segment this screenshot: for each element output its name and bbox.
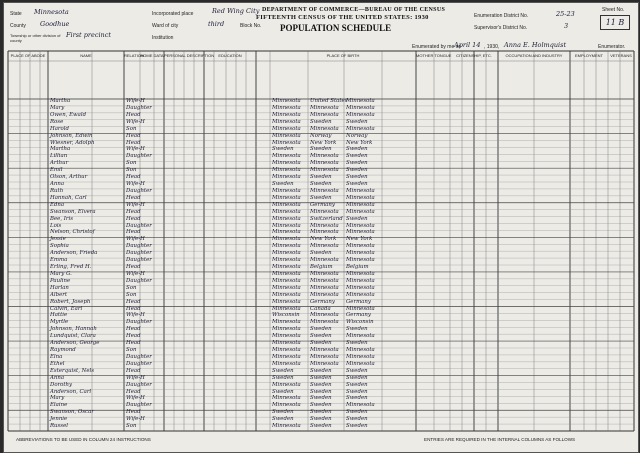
row-father-birthplace: Minnesota [310, 104, 339, 111]
row-birthplace: Minnesota [272, 319, 301, 326]
row-mother-birthplace: Minnesota [346, 229, 375, 236]
row-mother-birthplace: New York [346, 139, 373, 146]
row-mother-birthplace: Sweden [346, 423, 368, 430]
row-name: Lundquist, Clara [50, 333, 96, 340]
enumerated-label: Enumerated by me on [412, 44, 462, 50]
footer-abbreviations: ABBREVIATIONS TO BE USED IN COLUMN 24 INSTRUCTIONS [16, 437, 151, 442]
row-mother-birthplace: Sweden [346, 146, 368, 153]
column-group-header: PLACE OF BIRTH [326, 53, 360, 58]
row-mother-birthplace: Sweden [346, 395, 368, 402]
row-birthplace: Minnesota [272, 340, 301, 347]
row-relation: Wife-H [126, 118, 145, 125]
column-group-header: EDUCATION [218, 53, 242, 58]
row-birthplace: Minnesota [272, 208, 301, 215]
row-mother-birthplace: Sweden [346, 381, 368, 388]
footer-instructions: ENTRIES ARE REQUIRED IN THE INTERNAL COLUMNS AS FOLLOWS [424, 437, 576, 442]
row-relation: Son [126, 160, 137, 167]
row-birthplace: Minnesota [272, 98, 301, 104]
enumeration-district-label: Enumeration District No. [474, 13, 529, 19]
county-value: Goodhue [40, 20, 70, 28]
row-relation: Daughter [126, 257, 152, 264]
row-birthplace: Sweden [272, 388, 294, 395]
schedule-title: POPULATION SCHEDULE [280, 23, 392, 33]
row-name: Mary [50, 104, 65, 111]
row-birthplace: Minnesota [272, 347, 301, 353]
column-group-header: CITIZENSHIP, ETC. [456, 53, 492, 58]
sheet-number-label: Sheet No. [602, 7, 625, 13]
row-birthplace: Minnesota [272, 402, 301, 409]
row-mother-birthplace: Minnesota [346, 201, 375, 208]
row-name: Ruth [50, 187, 64, 194]
row-mother-birthplace: Minnesota [346, 243, 375, 250]
row-relation: Head [126, 298, 141, 305]
row-name: Edna [50, 201, 65, 208]
row-relation: Head [126, 215, 141, 222]
row-relation: Daughter [126, 250, 152, 257]
row-name: Johnson, Edwin [50, 132, 93, 139]
row-father-birthplace: Sweden [310, 118, 332, 125]
row-mother-birthplace: Minnesota [346, 353, 375, 360]
row-mother-birthplace: Minnesota [346, 250, 375, 257]
year-suffix: , 1930, [484, 44, 500, 50]
row-father-birthplace: Norway [310, 132, 332, 139]
row-birthplace: Minnesota [272, 118, 301, 125]
row-birthplace: Minnesota [272, 125, 301, 132]
enumerator-name: Anna E. Holmquist [504, 41, 567, 49]
row-relation: Wife-H [126, 98, 145, 104]
row-birthplace: Minnesota [272, 201, 301, 208]
row-father-birthplace: Sweden [310, 326, 332, 333]
row-mother-birthplace: Minnesota [346, 208, 375, 215]
block-label: Block No. [240, 23, 262, 29]
row-father-birthplace: New York [310, 139, 337, 146]
row-relation: Daughter [126, 402, 152, 409]
ward-value: third [208, 20, 225, 28]
row-mother-birthplace: Sweden [346, 181, 368, 187]
row-mother-birthplace: Sweden [346, 367, 368, 374]
column-group-header: HOME DATA [140, 53, 164, 58]
row-father-birthplace: Sweden [310, 423, 332, 430]
enumeration-district-value: 25-23 [556, 10, 575, 18]
row-relation: Wife-H [126, 236, 145, 243]
row-birthplace: Wisconsin [272, 312, 300, 319]
row-relation: Daughter [126, 353, 152, 360]
institution-label: Institution [152, 35, 174, 41]
row-birthplace: Minnesota [272, 160, 301, 167]
enumerator-label: Enumerator. [598, 44, 626, 50]
row-mother-birthplace: New York [346, 236, 373, 243]
row-name: Russel [50, 423, 68, 430]
row-mother-birthplace: Minnesota [346, 187, 375, 194]
row-relation: Wife-H [126, 374, 145, 381]
row-relation: Wife-H [126, 312, 145, 319]
row-mother-birthplace: Norway [346, 132, 368, 139]
row-father-birthplace: United States [310, 98, 348, 104]
row-name: Anderson, Frieda [50, 250, 98, 257]
row-relation: Head [126, 367, 141, 374]
enumerated-date: April 14 [454, 41, 481, 49]
department-heading: DEPARTMENT OF COMMERCE—BUREAU OF THE CENSUS [262, 7, 446, 13]
row-name: Owen, Ewald [50, 111, 87, 118]
row-father-birthplace: Minnesota [310, 243, 339, 250]
row-mother-birthplace: Sweden [346, 416, 368, 423]
row-name: Bee, Iris [50, 215, 73, 222]
row-mother-birthplace: Minnesota [346, 270, 375, 277]
row-mother-birthplace: Minnesota [346, 194, 375, 201]
row-relation: Son [126, 291, 137, 298]
row-birthplace: Minnesota [272, 153, 301, 160]
row-father-birthplace: Sweden [310, 146, 332, 153]
row-mother-birthplace: Germany [346, 298, 371, 305]
row-relation: Daughter [126, 104, 152, 111]
row-father-birthplace: Minnesota [310, 125, 339, 132]
row-relation: Head [126, 229, 141, 236]
row-father-birthplace: Minnesota [310, 153, 339, 160]
row-relation: Head [126, 264, 141, 270]
row-father-birthplace: Sweden [310, 174, 332, 181]
row-name: Martha [50, 98, 71, 104]
row-father-birthplace: Sweden [310, 381, 332, 388]
row-relation: Head [126, 333, 141, 340]
row-name: Swanson, Oscar [50, 409, 94, 416]
row-name: Hannah, Carl [50, 194, 87, 201]
row-birthplace: Minnesota [272, 187, 301, 194]
row-birthplace: Minnesota [272, 222, 301, 229]
row-relation: Son [126, 423, 137, 430]
row-mother-birthplace: Minnesota [346, 125, 375, 132]
row-birthplace: Minnesota [272, 277, 301, 284]
row-relation: Head [126, 388, 141, 395]
row-name: Olson, Arthur [50, 174, 88, 181]
row-relation: Daughter [126, 319, 152, 326]
row-relation: Head [126, 326, 141, 333]
row-relation: Head [126, 132, 141, 139]
row-relation: Head [126, 409, 141, 416]
row-birthplace: Minnesota [272, 270, 301, 277]
row-mother-birthplace: Sweden [346, 167, 368, 174]
column-group-header: OCCUPATION AND INDUSTRY [505, 53, 563, 58]
row-mother-birthplace: Sweden [346, 215, 368, 222]
row-father-birthplace: Sweden [310, 409, 332, 416]
census-title: FIFTEENTH CENSUS OF THE UNITED STATES: 1930 [256, 14, 429, 21]
row-name: Rose [50, 118, 64, 125]
row-birthplace: Minnesota [272, 243, 301, 250]
row-mother-birthplace: Sweden [346, 118, 368, 125]
row-name: Anderson, Carl [50, 388, 92, 395]
row-father-birthplace: Sweden [310, 333, 332, 340]
row-name: Johnson, Hannah [50, 326, 97, 333]
row-father-birthplace: Minnesota [310, 360, 339, 367]
row-relation: Head [126, 305, 141, 312]
row-father-birthplace: Canada [310, 305, 331, 312]
row-birthplace: Minnesota [272, 264, 301, 270]
row-birthplace: Minnesota [272, 395, 301, 402]
row-birthplace: Sweden [272, 374, 294, 381]
row-mother-birthplace: Belgium [346, 264, 369, 270]
row-mother-birthplace: Sweden [346, 174, 368, 181]
row-relation: Wife-H [126, 270, 145, 277]
row-father-birthplace: Sweden [310, 374, 332, 381]
state-value: Minnesota [34, 8, 69, 16]
row-name: Robert, Joseph [50, 298, 91, 305]
row-relation: Wife-H [126, 146, 145, 153]
row-relation: Daughter [126, 277, 152, 284]
row-mother-birthplace: Minnesota [346, 104, 375, 111]
row-name: Calvin, Earl [50, 305, 83, 312]
row-father-birthplace: Sweden [310, 181, 332, 187]
row-birthplace: Sweden [272, 409, 294, 416]
row-relation: Wife-H [126, 201, 145, 208]
row-relation: Daughter [126, 381, 152, 388]
column-group-header: MOTHER TONGUE [416, 53, 452, 58]
row-name: Myrtle [50, 319, 69, 326]
row-name: Harold [50, 125, 69, 132]
row-mother-birthplace: Minnesota [346, 347, 375, 353]
row-mother-birthplace: Germany [346, 312, 371, 319]
row-birthplace: Minnesota [272, 132, 301, 139]
column-group-header: VETERANS [610, 53, 632, 58]
row-father-birthplace: New York [310, 236, 337, 243]
row-father-birthplace: Minnesota [310, 257, 339, 264]
row-mother-birthplace: Sweden [346, 153, 368, 160]
row-mother-birthplace: Minnesota [346, 277, 375, 284]
row-mother-birthplace: Minnesota [346, 257, 375, 264]
row-father-birthplace: Minnesota [310, 347, 339, 353]
row-mother-birthplace: Minnesota [346, 402, 375, 409]
row-birthplace: Minnesota [272, 215, 301, 222]
row-birthplace: Minnesota [272, 423, 301, 430]
row-mother-birthplace: Minnesota [346, 222, 375, 229]
row-relation: Head [126, 174, 141, 181]
row-mother-birthplace: Sweden [346, 340, 368, 347]
row-father-birthplace: Sweden [310, 194, 332, 201]
row-birthplace: Minnesota [272, 167, 301, 174]
row-birthplace: Minnesota [272, 174, 301, 181]
row-relation: Son [126, 347, 137, 353]
row-father-birthplace: Sweden [310, 402, 332, 409]
township-label: Township or other division of county [10, 33, 61, 43]
row-relation: Head [126, 111, 141, 118]
row-father-birthplace: Minnesota [310, 229, 339, 236]
row-relation: Head [126, 208, 141, 215]
row-mother-birthplace: Minnesota [346, 333, 375, 340]
row-father-birthplace: Minnesota [310, 167, 339, 174]
row-name: Anna [50, 181, 65, 187]
row-name: Hattie [50, 312, 68, 319]
row-birthplace: Minnesota [272, 333, 301, 340]
row-father-birthplace: Sweden [310, 340, 332, 347]
row-name: Jessie [50, 236, 66, 243]
row-mother-birthplace: Wisconsin [346, 319, 374, 326]
row-father-birthplace: Sweden [310, 395, 332, 402]
row-name: Mary G. [50, 270, 72, 277]
county-label: County [10, 23, 26, 29]
row-birthplace: Minnesota [272, 236, 301, 243]
row-relation: Daughter [126, 243, 152, 250]
row-name: Raymond [50, 347, 76, 353]
row-relation: Wife-H [126, 181, 145, 187]
state-label: State [10, 11, 22, 17]
row-name: Dorothy [50, 381, 73, 388]
row-relation: Wife-H [126, 395, 145, 402]
ward-label: Ward of city [152, 23, 179, 29]
incorporated-label: Incorporated place [152, 11, 194, 17]
row-name: Emil [50, 167, 63, 174]
row-father-birthplace: Sweden [310, 388, 332, 395]
row-father-birthplace: Minnesota [310, 319, 339, 326]
row-name: Harlan [50, 284, 69, 291]
township-value: First precinct [66, 31, 111, 39]
row-relation: Daughter [126, 187, 152, 194]
row-father-birthplace: Sweden [310, 367, 332, 374]
row-mother-birthplace: Minnesota [346, 284, 375, 291]
row-name: Jennie [50, 416, 68, 423]
row-father-birthplace: Sweden [310, 416, 332, 423]
column-group-header: NAME [80, 53, 92, 58]
row-mother-birthplace: Minnesota [346, 291, 375, 298]
row-mother-birthplace: Sweden [346, 326, 368, 333]
row-relation: Son [126, 167, 137, 174]
row-name: Martha [50, 146, 71, 153]
row-birthplace: Minnesota [272, 284, 301, 291]
row-relation: Head [126, 139, 141, 146]
row-name: Arthur [50, 160, 69, 167]
row-birthplace: Minnesota [272, 229, 301, 236]
supervisor-district-label: Supervisor's District No. [474, 25, 528, 31]
row-mother-birthplace: Minnesota [346, 305, 375, 312]
row-father-birthplace: Switzerland [310, 215, 343, 222]
row-father-birthplace: Germany [310, 201, 335, 208]
row-mother-birthplace: Minnesota [346, 111, 375, 118]
row-birthplace: Minnesota [272, 360, 301, 367]
row-birthplace: Minnesota [272, 298, 301, 305]
row-name: Lois [50, 222, 62, 229]
row-father-birthplace: Sweden [310, 250, 332, 257]
row-name: Elaine [50, 402, 68, 409]
row-mother-birthplace: Sweden [346, 160, 368, 167]
row-father-birthplace: Minnesota [310, 187, 339, 194]
row-mother-birthplace: Minnesota [346, 98, 375, 104]
column-group-header: EMPLOYMENT [574, 53, 603, 58]
supervisor-district-value: 3 [564, 22, 569, 30]
row-name: Pauline [50, 277, 71, 284]
row-name: Ethel [50, 360, 65, 367]
row-father-birthplace: Minnesota [310, 270, 339, 277]
row-birthplace: Minnesota [272, 257, 301, 264]
row-name: Anderson, George [50, 340, 100, 347]
row-birthplace: Sweden [272, 367, 294, 374]
row-birthplace: Sweden [272, 146, 294, 153]
row-birthplace: Sweden [272, 181, 294, 187]
census-sheet [3, 2, 639, 453]
row-relation: Daughter [126, 222, 152, 229]
incorporated-value: Red Wing City [212, 7, 260, 15]
row-birthplace: Minnesota [272, 250, 301, 257]
row-father-birthplace: Minnesota [310, 160, 339, 167]
row-name: Nelson, Christof [50, 229, 95, 236]
row-relation: Daughter [126, 153, 152, 160]
row-name: Mary [50, 395, 65, 402]
row-name: Elna [50, 353, 63, 360]
row-birthplace: Minnesota [272, 111, 301, 118]
row-birthplace: Minnesota [272, 139, 301, 146]
row-father-birthplace: Minnesota [310, 353, 339, 360]
row-relation: Son [126, 125, 137, 132]
row-birthplace: Minnesota [272, 353, 301, 360]
row-birthplace: Minnesota [272, 104, 301, 111]
row-mother-birthplace: Sweden [346, 388, 368, 395]
row-name: Erling, Fred H. [50, 264, 92, 270]
row-father-birthplace: Minnesota [310, 208, 339, 215]
row-father-birthplace: Belgium [310, 264, 333, 270]
row-father-birthplace: Minnesota [310, 291, 339, 298]
row-name: Esterquist, Nels [50, 367, 95, 374]
row-relation: Head [126, 340, 141, 347]
row-mother-birthplace: Sweden [346, 409, 368, 416]
row-name: Sophia [50, 243, 69, 250]
row-name: Swanson, Elvera [50, 208, 96, 215]
row-relation: Head [126, 194, 141, 201]
row-name: Emma [50, 257, 68, 264]
row-birthplace: Sweden [272, 416, 294, 423]
row-father-birthplace: Minnesota [310, 111, 339, 118]
row-mother-birthplace: Sweden [346, 374, 368, 381]
row-name: Lillian [50, 153, 68, 160]
row-birthplace: Minnesota [272, 194, 301, 201]
row-father-birthplace: Minnesota [310, 277, 339, 284]
column-group-header: PERSONAL DESCRIPTION [164, 53, 215, 58]
sheet-number: 11 B [600, 15, 630, 30]
row-father-birthplace: Minnesota [310, 284, 339, 291]
row-relation: Daughter [126, 360, 152, 367]
row-name: Anna [50, 374, 65, 381]
row-birthplace: Minnesota [272, 381, 301, 388]
row-relation: Son [126, 284, 137, 291]
column-group-header: RELATION [124, 53, 144, 58]
row-name: Albert [50, 291, 68, 298]
row-father-birthplace: Germany [310, 298, 335, 305]
row-birthplace: Minnesota [272, 305, 301, 312]
column-group-header: PLACE OF ABODE [10, 53, 46, 58]
row-father-birthplace: Minnesota [310, 312, 339, 319]
row-father-birthplace: Minnesota [310, 222, 339, 229]
row-relation: Wife-H [126, 416, 145, 423]
row-name: Wiesner, Adolph [50, 139, 95, 146]
row-birthplace: Minnesota [272, 326, 301, 333]
row-mother-birthplace: Minnesota [346, 360, 375, 367]
row-birthplace: Minnesota [272, 291, 301, 298]
